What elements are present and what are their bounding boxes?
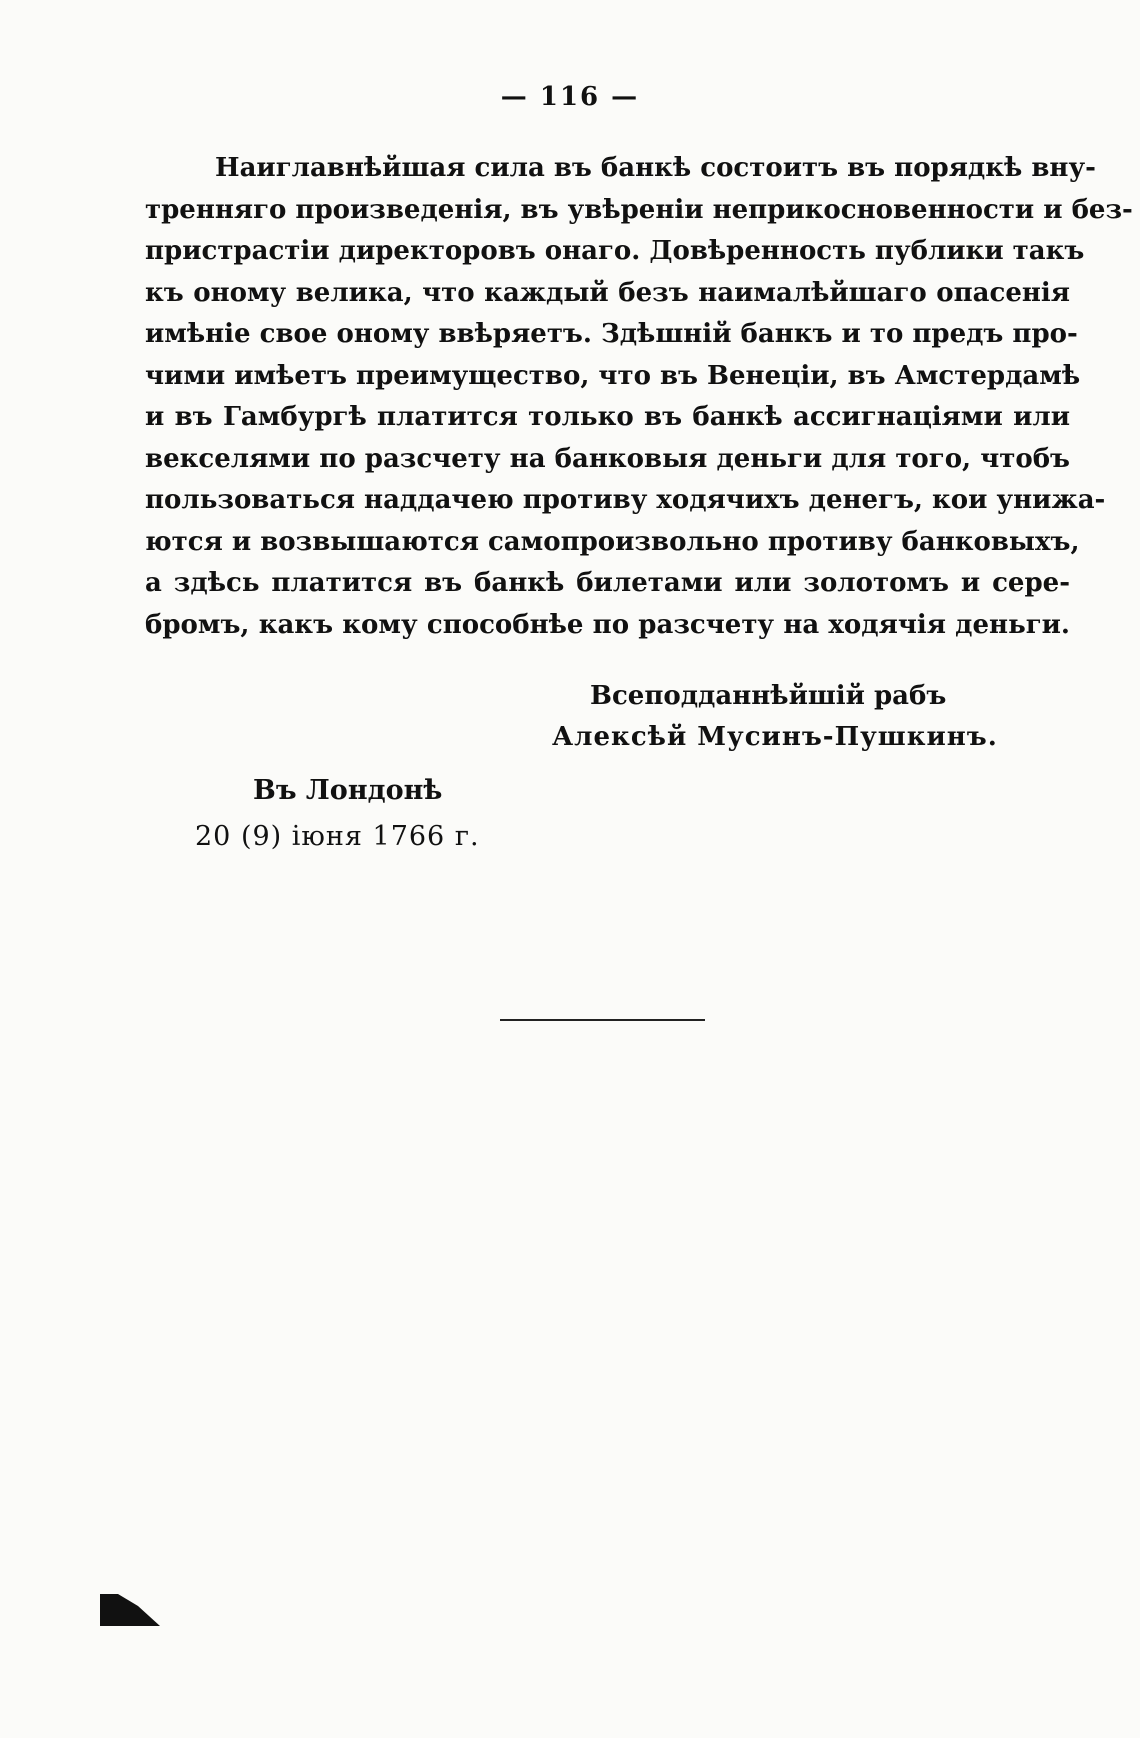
place-date-block [195, 768, 480, 860]
body-line: къ оному велика, что каждый безъ наималѣйшаго опасенія [145, 277, 1070, 308]
section-divider [500, 1019, 705, 1021]
body-line: векселями по разсчету на банковыя деньги для того, чтобъ [145, 443, 1070, 474]
date: 20 (9) іюня 1766 г. [195, 821, 480, 852]
body-line: а здѣсь платится въ банкѣ билетами или золотомъ и сере- [145, 568, 1070, 598]
body-line: пристрастіи директоровъ онаго. Довѣренность публики такъ [145, 236, 1085, 266]
signature-name: Алексѣй Мусинъ-Пушкинъ. [552, 722, 998, 752]
body-line: и въ Гамбургѣ платится только въ банкѣ ассигнаціями или [145, 402, 1070, 432]
page-corner-marker-icon [100, 1594, 160, 1626]
body-line: Наиглавнѣйшая сила въ банкѣ состоитъ въ порядкѣ вну- [215, 153, 1096, 183]
body-paragraph [145, 148, 1133, 646]
body-line: пользоваться наддачею противу ходячихъ денегъ, кои унижа- [145, 485, 1106, 515]
body-line: ются и возвышаются самопроизвольно противу банковыхъ, [145, 526, 1080, 557]
body-line: имѣніе свое оному ввѣряетъ. Здѣшній банкъ и то предъ про- [145, 319, 1078, 349]
signature-title: Всеподданнѣйшій рабъ [590, 681, 947, 711]
page-number: — 116 — [500, 82, 640, 112]
body-line: чими имѣетъ преимущество, что въ Венеціи, въ Амстердамѣ [145, 360, 1081, 391]
body-line: бромъ, какъ кому способнѣе по разсчету на ходячія деньги. [145, 609, 1070, 640]
signature-block [552, 676, 998, 758]
place: Въ Лондонѣ [253, 775, 443, 806]
body-line: тренняго произведенія, въ увѣреніи неприкосновенности и без- [145, 194, 1133, 225]
